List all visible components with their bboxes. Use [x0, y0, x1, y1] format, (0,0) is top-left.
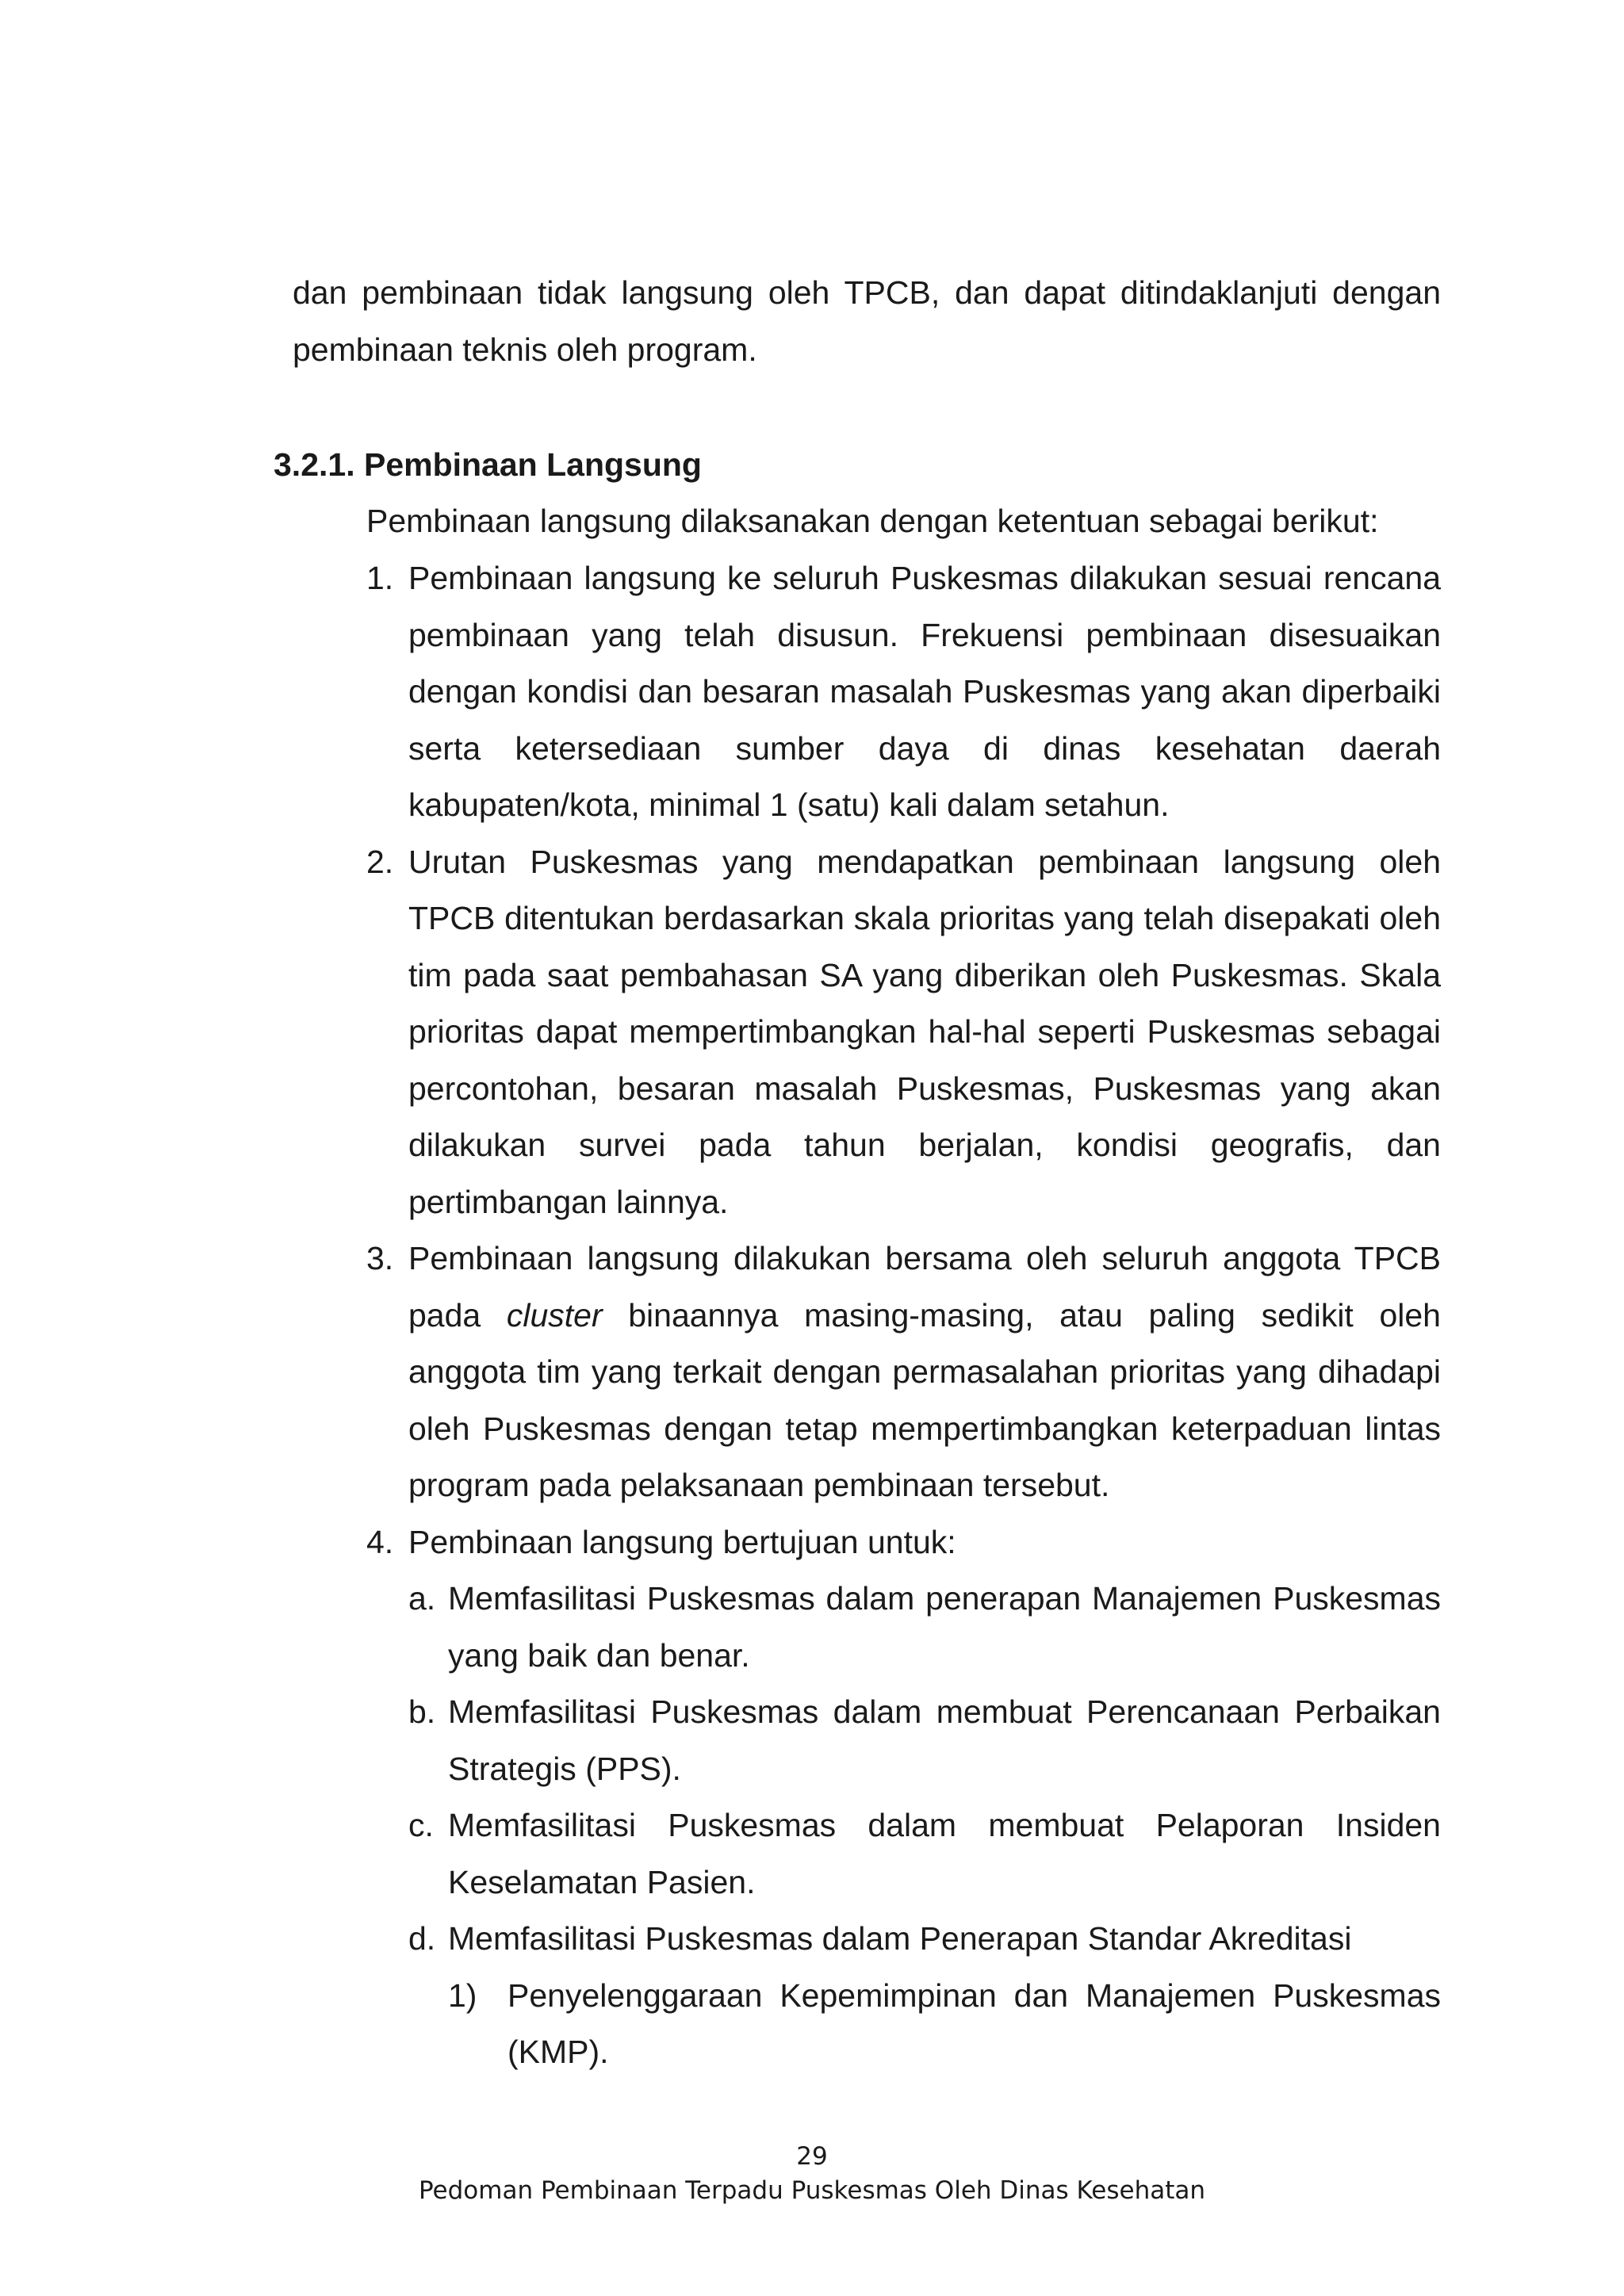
list-item-text-part: binaannya masing-masing, atau paling sedikit oleh anggota tim yang terkait dengan permasalahan prioritas yang dihadapi oleh Puskesmas dengan tetap mempertimbangkan keterpaduan lintas program pada pelaksanaan pembinaan tersebut.	[408, 1296, 1441, 1503]
footer-title: Pedoman Pembinaan Terpadu Puskesmas Oleh Dinas Kesehatan	[418, 2176, 1206, 2205]
section-lead-paragraph: Pembinaan langsung dilaksanakan dengan ketentuan sebagai berikut:	[366, 503, 1379, 539]
list-item-number: 1.	[366, 560, 394, 596]
list-item-3	[366, 1230, 1441, 1514]
sub-sublist-item-1	[448, 1968, 1441, 2081]
list-item-4	[366, 1514, 1441, 2081]
list-item-number: 3.	[366, 1240, 394, 1276]
sublist-item-letter: d.	[408, 1920, 436, 1957]
sublist-item-text: Memfasilitasi Puskesmas dalam Penerapan Standar Akreditasi	[448, 1920, 1352, 1957]
lettered-sublist	[408, 1571, 1441, 2081]
page-number: 29	[796, 2142, 828, 2171]
sublist-item-b	[408, 1684, 1441, 1797]
list-item-text: Pembinaan langsung ke seluruh Puskesmas dilakukan sesuai rencana pembinaan yang telah disusun. Frekuensi pembinaan disesuaikan dengan kondisi dan besaran masalah Puskesmas yang akan diperbaiki serta ketersediaan sumber daya di dinas kesehatan daerah kabupaten/kota, minimal 1 (satu) kali dalam setahun.	[408, 560, 1441, 823]
sub-sublist-item-number: 1)	[448, 1976, 477, 2014]
sublist-item-letter: b.	[408, 1693, 436, 1730]
sublist-item-text: Memfasilitasi Puskesmas dalam membuat Pelaporan Insiden Keselamatan Pasien.	[448, 1807, 1441, 1900]
sublist-item-letter: c.	[408, 1807, 434, 1843]
sublist-item-text: Memfasilitasi Puskesmas dalam penerapan Manajemen Puskesmas yang baik dan benar.	[448, 1580, 1441, 1674]
list-item-number: 4.	[366, 1523, 394, 1560]
list-item-1	[366, 550, 1441, 834]
sub-sublist-item-text: Penyelenggaraan Kepemimpinan dan Manajemen Puskesmas (KMP).	[508, 1976, 1441, 2070]
list-item-2	[366, 834, 1441, 1231]
section-heading: 3.2.1. Pembinaan Langsung	[274, 446, 702, 483]
italic-term: cluster	[506, 1296, 603, 1334]
list-item-text-part: Pembinaan langsung dilakukan bersama oleh seluruh anggota TPCB pada	[408, 1240, 1441, 1334]
intro-paragraph: dan pembinaan tidak langsung oleh TPCB, dan dapat ditindaklanjuti dengan pembinaan teknis oleh program.	[293, 274, 1441, 368]
list-item-number: 2.	[366, 843, 394, 880]
list-item-text: Urutan Puskesmas yang mendapatkan pembinaan langsung oleh TPCB ditentukan berdasarkan skala prioritas yang telah disepakati oleh tim pada saat pembahasan SA yang diberikan oleh Puskesmas. Skala prioritas dapat mempertimbangkan hal-hal seperti Puskesmas sebagai percontohan, besaran masalah Puskesmas, Puskesmas yang akan dilakukan survei pada tahun berjalan, kondisi geografis, dan pertimbangan lainnya.	[408, 843, 1441, 1220]
list-item-text	[408, 1230, 1441, 1514]
numbered-list	[366, 550, 1441, 2081]
sublist-item-text: Memfasilitasi Puskesmas dalam membuat Perencanaan Perbaikan Strategis (PPS).	[448, 1693, 1441, 1787]
sublist-item-a	[408, 1571, 1441, 1684]
sublist-item-c	[408, 1797, 1441, 1911]
list-item-text: Pembinaan langsung bertujuan untuk:	[408, 1523, 956, 1560]
sublist-item-letter: a.	[408, 1580, 436, 1617]
sublist-item-d	[408, 1911, 1441, 2081]
